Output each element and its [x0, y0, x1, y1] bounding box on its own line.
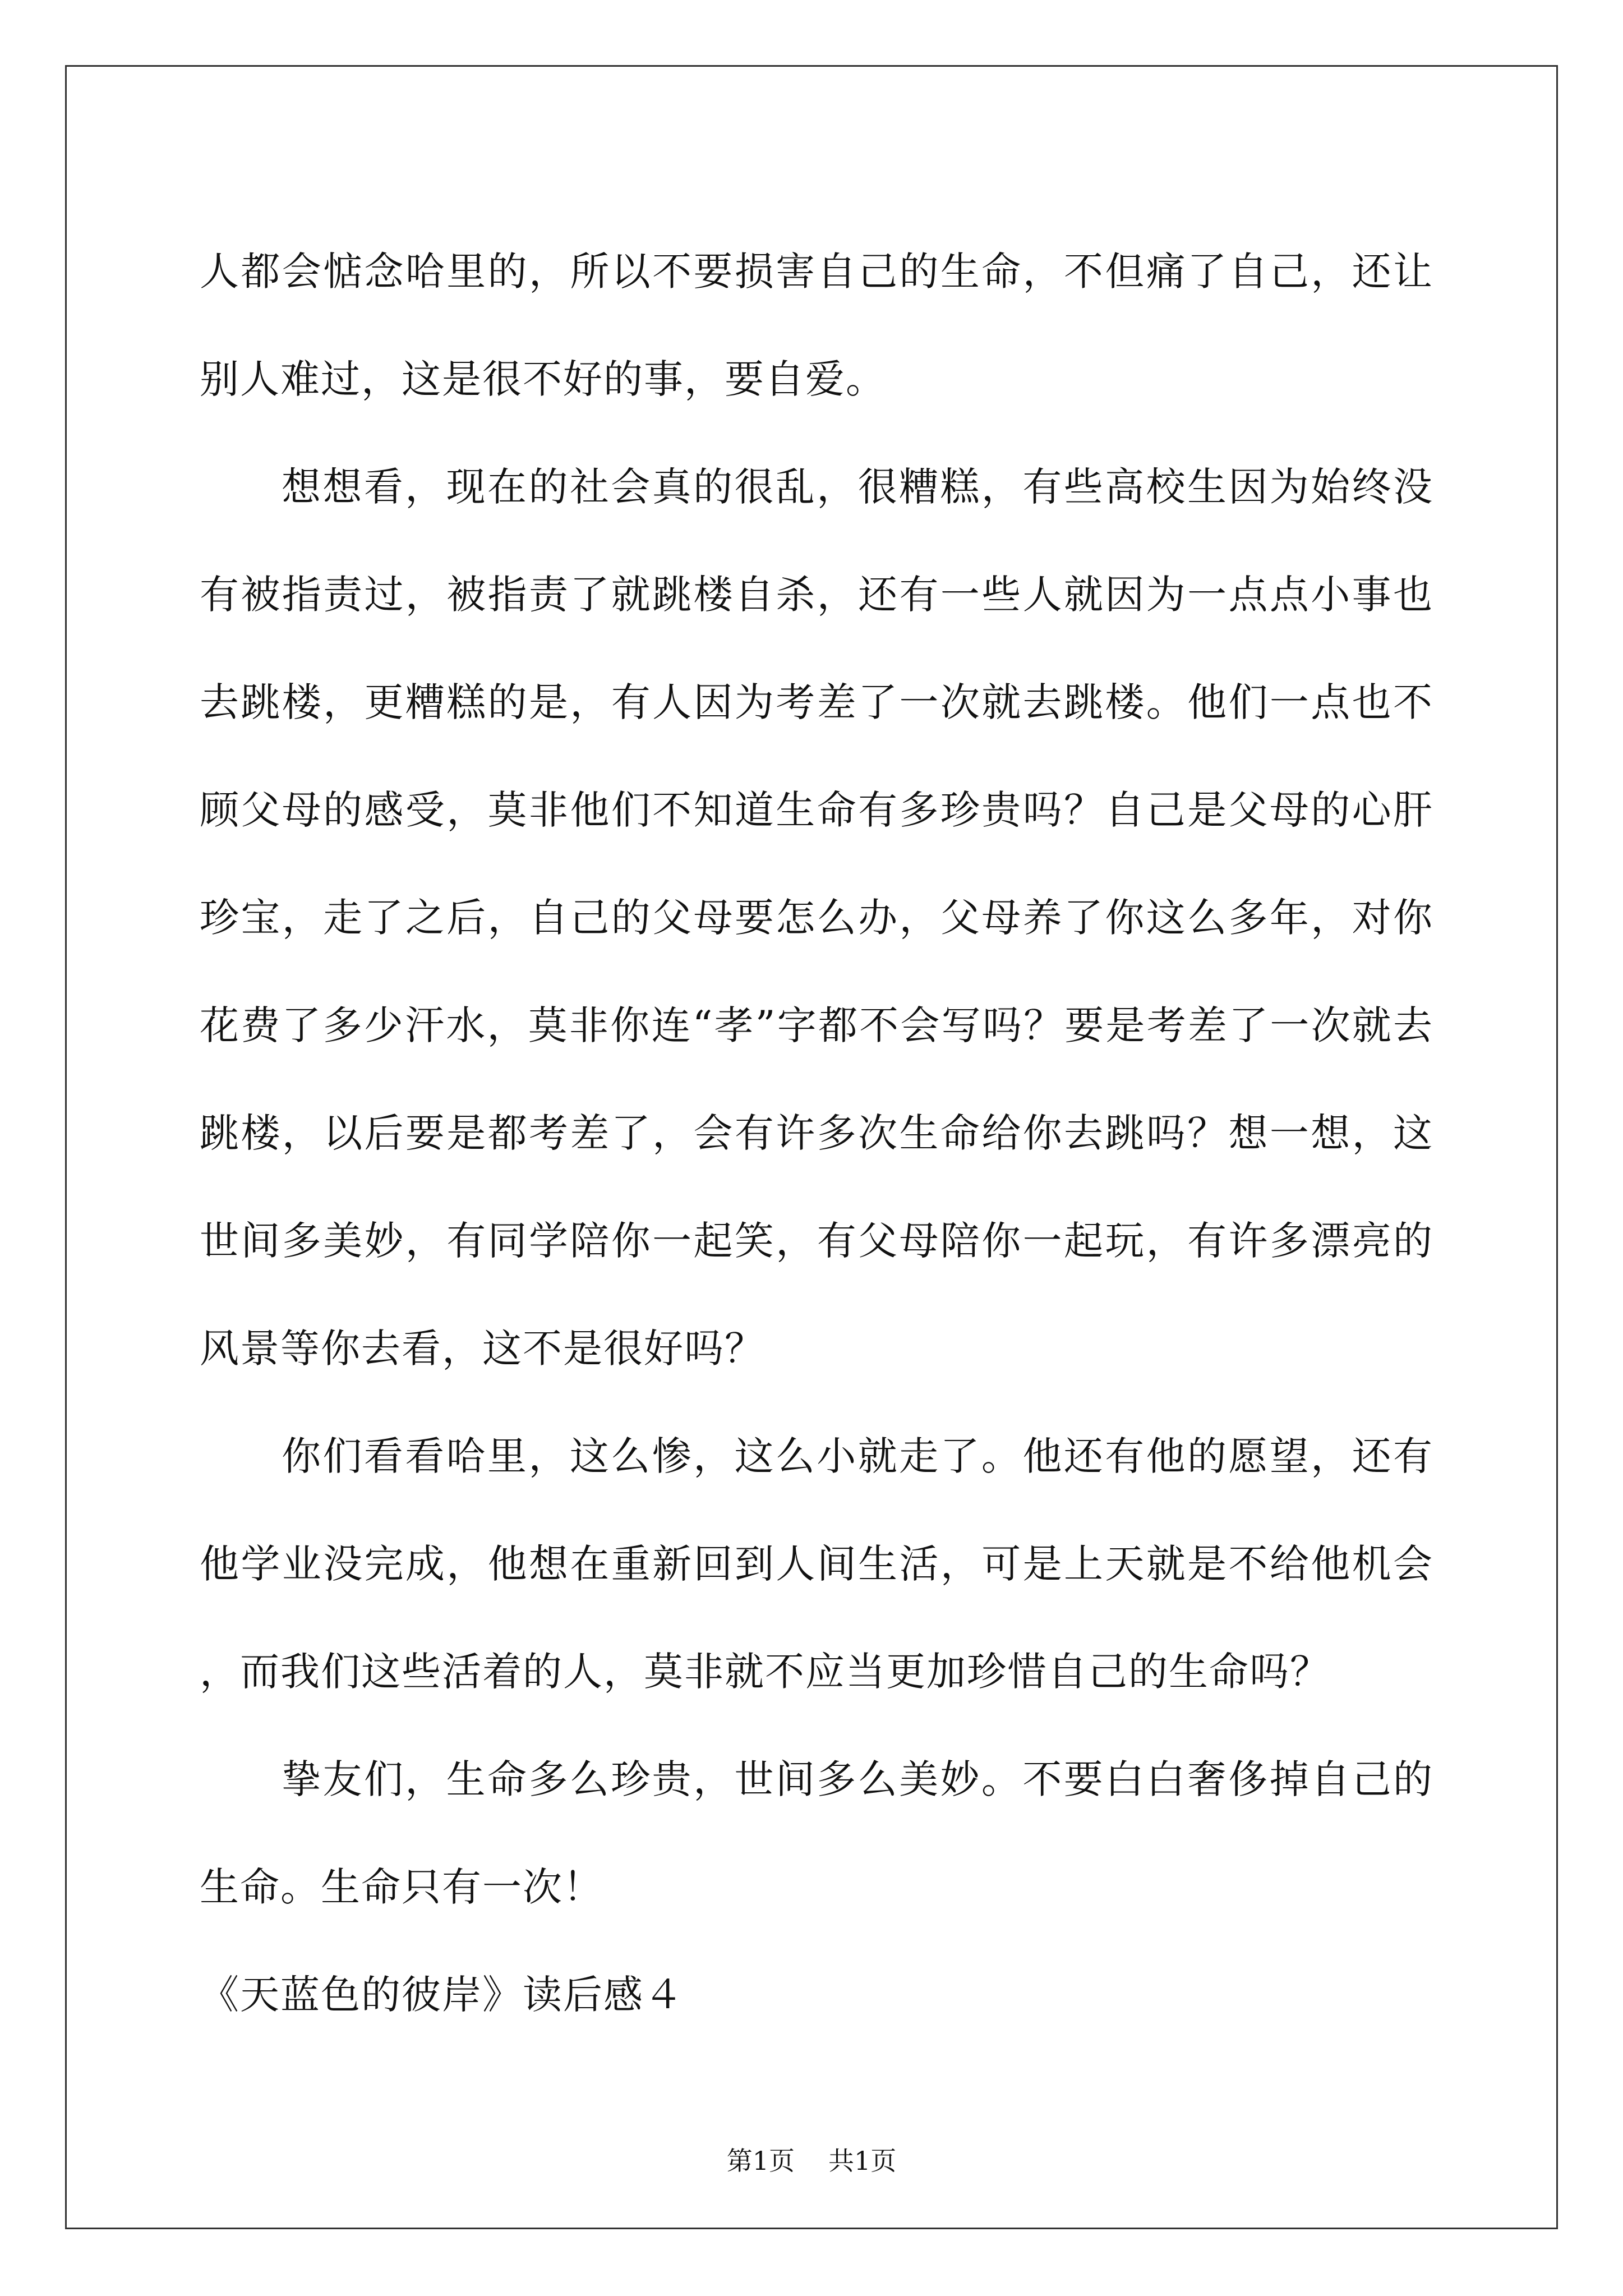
paragraph-3: 你们看看哈里，这么惨，这么小就走了。他还有他的愿望，还有他学业没完成，他想在重新回到人间生活，可是上天就是不给他机会，而我们这些活着的人，莫非就不应当更加珍惜自己的生命吗？: [200, 1433, 1433, 1695]
section-heading: 《天蓝色的彼岸》读后感４: [200, 1972, 684, 2018]
paragraph-4: 挚友们，生命多么珍贵，世间多么美妙。不要白白奢侈掉自己的生命。生命只有一次！: [200, 1756, 1433, 1910]
page-footer: [0, 2144, 1623, 2178]
document-body: [200, 218, 1433, 2049]
page-number-total: 共1页: [828, 2146, 897, 2176]
paragraph-1: 人都会惦念哈里的，所以不要损害自己的生命，不但痛了自己，还让别人难过，这是很不好的事，要自爱。: [200, 249, 1433, 402]
page-number-current: 第1页: [726, 2146, 795, 2176]
paragraph-2: 想想看，现在的社会真的很乱，很糟糕，有些高校生因为始终没有被指责过，被指责了就跳楼自杀，还有一些人就因为一点点小事也去跳楼，更糟糕的是，有人因为考差了一次就去跳楼。他们一点也不顾父母的感受，莫非他们不知道生命有多珍贵吗？自己是父母的心肝珍宝，走了之后，自己的父母要怎么办，父母养了你这么多年，对你花费了多少汗水，莫非你连“孝”字都不会写吗？要是考差了一次就去跳楼，以后要是都考差了，会有许多次生命给你去跳吗？想一想，这世间多美妙，有同学陪你一起笑，有父母陪你一起玩，有许多漂亮的风景等你去看，这不是很好吗？: [200, 464, 1433, 1372]
